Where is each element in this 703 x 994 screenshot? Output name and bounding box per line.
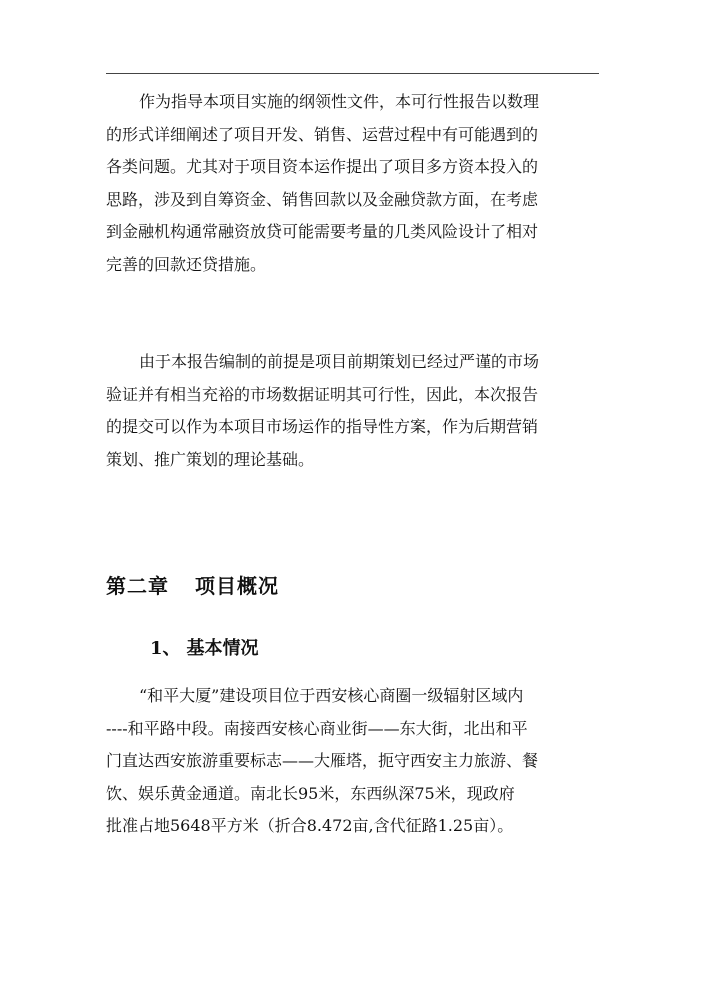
header-rule: [106, 73, 599, 74]
text-line: 作为指导本项目实施的纲领性文件，本可行性报告以数理: [139, 92, 540, 111]
paragraph-basic-info: [106, 680, 606, 843]
paragraph-intro: [106, 86, 606, 281]
text-line: 到金融机构通常融资放贷可能需要考量的几类风险设计了相对: [106, 222, 539, 241]
section-index: 1、: [150, 638, 181, 659]
text-line: 策划、推广策划的理论基础。: [106, 449, 315, 469]
text-line: 饮、娱乐黄金通道。南北长95米，东西纵深75米，现政府: [106, 783, 515, 803]
text-line: “和平大厦”建设项目位于西安核心商圈一级辐射区域内: [139, 686, 524, 705]
section-title: 基本情况: [186, 638, 259, 659]
text-line: 门直达西安旅游重要标志——大雁塔，扼守西安主力旅游、餐: [106, 751, 539, 770]
chapter-heading: [106, 570, 279, 599]
text-line: 各类问题。尤其对于项目资本运作提出了项目多方资本投入的: [106, 157, 539, 176]
text-line: 由于本报告编制的前提是项目前期策划已经过严谨的市场: [139, 352, 540, 371]
text-line: 验证并有相当充裕的市场数据证明其可行性，因此，本次报告: [106, 384, 539, 404]
text-line: 思路，涉及到自筹资金、销售回款以及金融贷款方面，在考虑: [106, 189, 539, 209]
chapter-number: 第二章: [106, 574, 169, 598]
text-line: ----和平路中段。南接西安核心商业街——东大街，北出和平: [106, 718, 528, 738]
text-line: 批准占地5648平方米（折合8.472亩,含代征路1.25亩）。: [106, 816, 514, 835]
text-line: 完善的回款还贷措施。: [106, 254, 267, 274]
section-heading: [150, 634, 259, 660]
chapter-title: 项目概况: [195, 574, 279, 598]
text-line: 的提交可以作为本项目市场运作的指导性方案，作为后期营销: [106, 417, 539, 436]
paragraph-premise: [106, 346, 606, 476]
text-line: 的形式详细阐述了项目开发、销售、运营过程中有可能遇到的: [106, 124, 539, 144]
